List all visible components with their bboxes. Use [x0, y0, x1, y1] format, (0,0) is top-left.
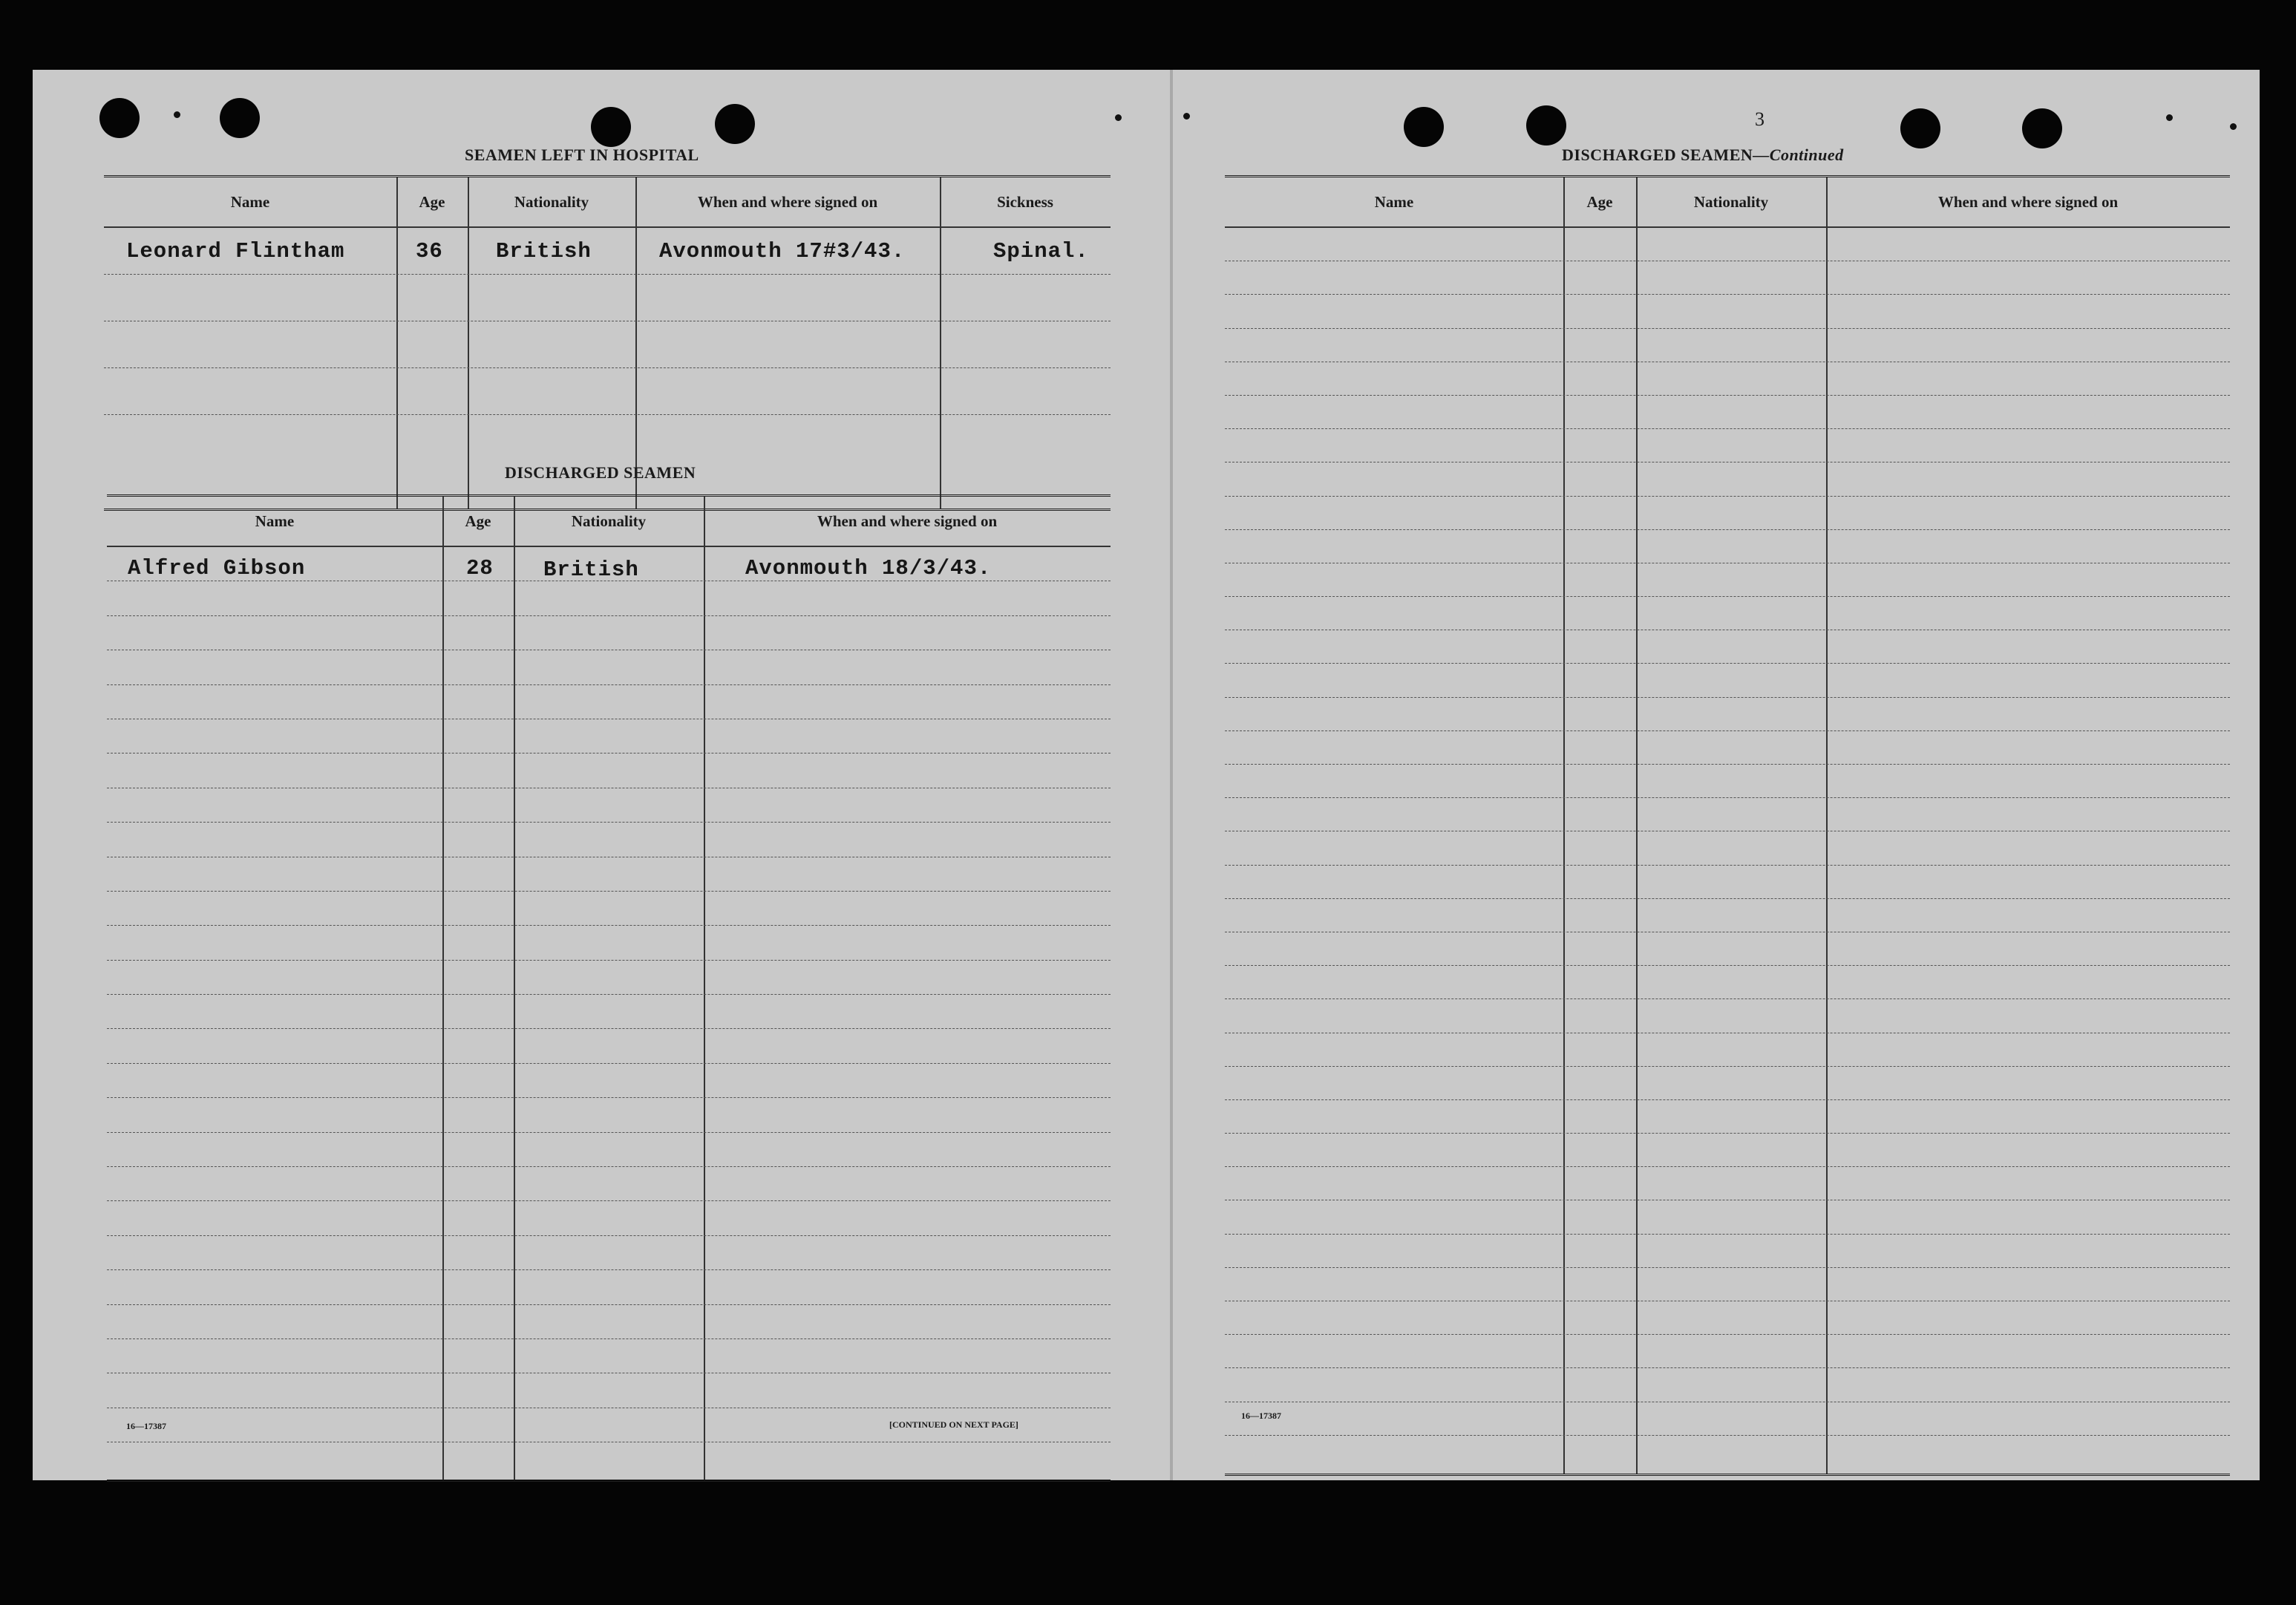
form-number: 16—17387	[1241, 1410, 1281, 1421]
table-row	[1225, 1436, 2230, 1469]
punch-hole	[220, 98, 260, 138]
table-row	[1225, 563, 2230, 597]
table-row	[1225, 329, 2230, 362]
table-row	[1225, 1402, 2230, 1436]
table-row	[1225, 228, 2230, 261]
discharged-table-header	[107, 497, 1111, 547]
table-row	[107, 616, 1111, 650]
table-row	[1225, 664, 2230, 697]
discharged-entry-nationality: British	[543, 558, 639, 582]
hospital-entry-nationality: British	[496, 239, 592, 264]
table-row	[1225, 831, 2230, 865]
table-row	[1225, 597, 2230, 630]
table-row	[1225, 630, 2230, 664]
discharged-entry-age: 28	[466, 556, 494, 581]
table-row	[107, 719, 1111, 754]
punch-hole	[1404, 107, 1444, 147]
table-row	[107, 961, 1111, 995]
col-header-name: Name	[1374, 192, 1414, 211]
table-row	[1225, 1335, 2230, 1368]
table-row	[107, 581, 1111, 615]
table-row	[104, 368, 1111, 415]
hospital-table-header	[104, 177, 1111, 228]
punch-hole	[591, 107, 631, 147]
discharged-rows	[107, 547, 1111, 1480]
ink-dot	[2230, 123, 2237, 130]
table-row	[104, 275, 1111, 321]
punch-hole	[715, 104, 755, 144]
table-row	[107, 1029, 1111, 1063]
table-row	[1225, 462, 2230, 496]
table-row	[104, 321, 1111, 368]
punch-hole	[1900, 108, 1940, 148]
col-header-name: Name	[230, 192, 270, 211]
table-row	[1225, 765, 2230, 798]
discharged-table	[107, 494, 1111, 1482]
document-sheet	[33, 70, 2260, 1480]
hospital-entry-sickness: Spinal.	[993, 239, 1089, 264]
table-row	[107, 1064, 1111, 1098]
continued-note: [CONTINUED ON NEXT PAGE]	[889, 1419, 1018, 1430]
table-row	[1225, 999, 2230, 1033]
col-header-age: Age	[465, 511, 491, 530]
table-row	[107, 1442, 1111, 1477]
table-row	[107, 892, 1111, 926]
table-row	[107, 754, 1111, 788]
table-row	[1225, 1200, 2230, 1234]
hospital-entry-age: 36	[416, 239, 443, 264]
table-row	[1225, 1235, 2230, 1268]
table-row	[1225, 497, 2230, 530]
table-row	[1225, 966, 2230, 999]
continued-table-header	[1225, 177, 2230, 228]
col-header-nationality: Nationality	[514, 192, 589, 211]
ink-dot	[174, 111, 180, 118]
table-row	[1225, 1100, 2230, 1134]
table-row	[107, 857, 1111, 892]
table-row	[107, 1270, 1111, 1304]
table-row	[1225, 1033, 2230, 1067]
table-row	[1225, 1368, 2230, 1402]
form-number: 16—17387	[126, 1421, 166, 1431]
table-row	[107, 788, 1111, 823]
table-row	[1225, 1268, 2230, 1301]
hospital-entry-name: Leonard Flintham	[126, 239, 345, 264]
table-row	[107, 1098, 1111, 1132]
punch-hole	[2022, 108, 2062, 148]
hospital-table	[104, 175, 1111, 511]
col-header-nationality: Nationality	[1693, 192, 1769, 211]
table-row	[107, 995, 1111, 1029]
table-row	[1225, 1301, 2230, 1335]
table-row	[107, 650, 1111, 684]
ink-dot	[1183, 113, 1190, 120]
table-row	[1225, 396, 2230, 429]
table-row	[107, 1201, 1111, 1235]
discharged-continued-title	[1562, 146, 1844, 165]
hospital-section-title: SEAMEN LEFT IN HOSPITAL	[465, 146, 699, 164]
table-row	[107, 1373, 1111, 1408]
page-number: 3	[1755, 108, 1764, 130]
table-row	[1225, 866, 2230, 899]
table-row	[107, 1167, 1111, 1201]
table-row	[1225, 261, 2230, 295]
table-row	[1225, 899, 2230, 932]
title-main: DISCHARGED SEAMEN	[1562, 146, 1753, 164]
table-row	[1225, 932, 2230, 966]
table-row	[107, 823, 1111, 857]
table-row	[1225, 798, 2230, 831]
discharged-entry-name: Alfred Gibson	[128, 556, 306, 581]
table-row	[1225, 1167, 2230, 1200]
hospital-entry-signed-on: Avonmouth 17#3/43.	[659, 239, 906, 264]
table-row	[1225, 698, 2230, 731]
table-row	[1225, 731, 2230, 765]
table-row	[104, 415, 1111, 462]
table-row	[1225, 530, 2230, 563]
title-continued: —Continued	[1753, 146, 1844, 164]
table-row	[107, 1236, 1111, 1270]
table-row	[107, 1133, 1111, 1167]
ink-dot	[1115, 114, 1122, 121]
table-row	[1225, 429, 2230, 462]
col-header-signed-on: When and where signed on	[817, 511, 998, 530]
continued-rows	[1225, 228, 2230, 1474]
col-header-signed-on: When and where signed on	[1937, 192, 2119, 211]
table-row	[1225, 1067, 2230, 1100]
table-row	[1225, 362, 2230, 396]
table-row	[107, 1339, 1111, 1373]
punch-hole	[1526, 105, 1566, 146]
col-header-nationality: Nationality	[571, 511, 647, 530]
page-fold	[1170, 70, 1173, 1480]
discharged-entry-signed-on: Avonmouth 18/3/43.	[745, 556, 992, 581]
col-header-sickness: Sickness	[997, 192, 1053, 211]
table-row	[1225, 1134, 2230, 1167]
table-row	[1225, 295, 2230, 328]
table-row	[107, 926, 1111, 960]
col-header-age: Age	[419, 192, 445, 211]
col-header-name: Name	[255, 511, 295, 530]
discharged-section-title: DISCHARGED SEAMEN	[505, 463, 696, 482]
continued-table	[1225, 175, 2230, 1476]
punch-hole	[99, 98, 140, 138]
table-row	[107, 1305, 1111, 1339]
col-header-signed-on: When and where signed on	[697, 192, 878, 211]
table-row	[107, 685, 1111, 719]
ink-dot	[2166, 114, 2173, 121]
col-header-age: Age	[1586, 192, 1613, 211]
